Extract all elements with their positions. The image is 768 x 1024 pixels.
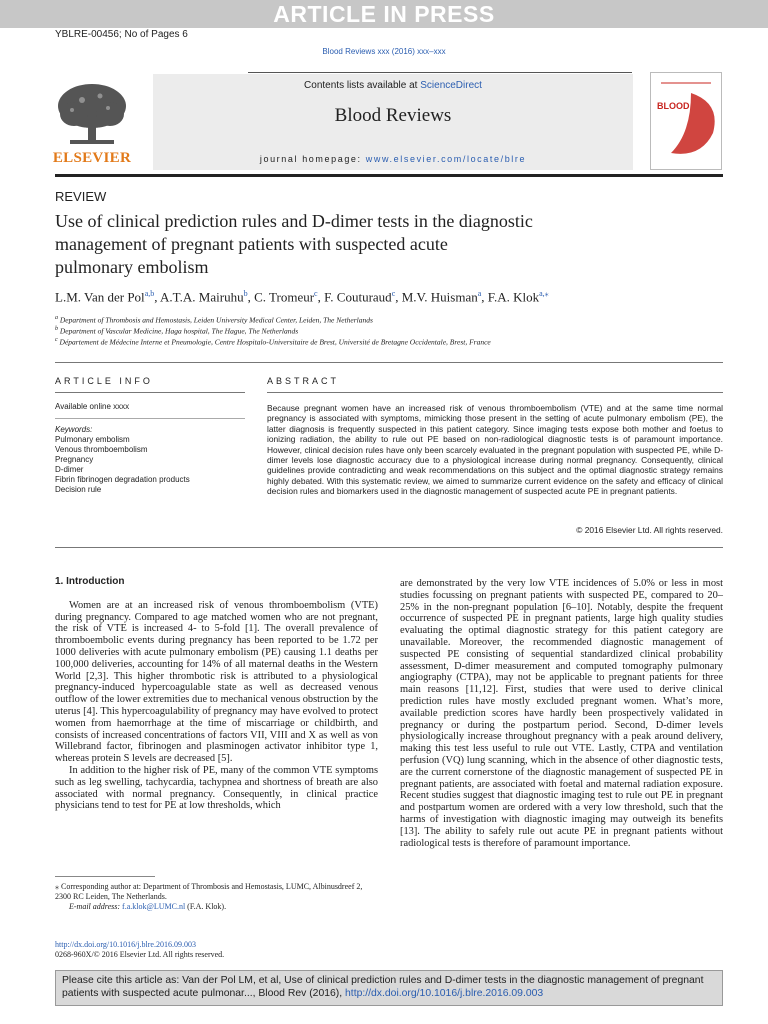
intro-paragraph: In addition to the higher risk of PE, many of the common VTE symptoms such as leg swelling, tachycardia, tachypnea and shortness of breath are also associated with normal pregnancy. Consequently, in clinical practice physicians tend to test for PE at low thresholds, which bbox=[55, 764, 378, 812]
cover-art-icon bbox=[651, 73, 721, 169]
journal-cover-image bbox=[650, 72, 722, 170]
keyword: Decision rule bbox=[55, 485, 102, 494]
intro-heading: 1. Introduction bbox=[55, 576, 125, 587]
intro-paragraph: Women are at an increased risk of venous thromboembolism (VTE) during pregnancy. Compared to age matched women who are not pregnant, the risk of VTE is increased 4- to 5-fold [1]. The overall prevalence of thromboembolic events during pregnancy has been reported to be 1.72 per 1000 deliveries with acute pulmonary embolism (PE) causing 1.1 deaths per 100,000 deliveries, accounting for 14% of all maternal deaths in the Western World [2,3]. This higher thrombotic risk is attributed to a physiological pregnancy-induced hypercoagulable state as well as decreased venous outflow of the lower extremities due to mechanical venous obstruction by the uterus [4]. This hypercoagulability of pregnancy may have evolved to protect women from haemorrhage at the time of miscarriage or childbirth, and consists of increased concentrations of factors VII, VIII and X as well as von Willebrand factor, fibrinogen and plasminogen activator inhibitor type 1, whereas protein S levels are decreased [5]. bbox=[55, 599, 378, 765]
issn-line: 0268-960X/© 2016 Elsevier Ltd. All rights reserved. bbox=[55, 950, 225, 959]
journal-title: Blood Reviews bbox=[334, 105, 452, 126]
author-separator: , bbox=[317, 289, 325, 305]
sciencedirect-link[interactable]: ScienceDirect bbox=[420, 80, 482, 91]
keyword: Pregnancy bbox=[55, 455, 94, 464]
body-column-left bbox=[55, 576, 378, 812]
author-name[interactable]: F.A. Klok bbox=[487, 289, 540, 305]
author-name[interactable]: C. Tromeur bbox=[254, 289, 315, 305]
affiliation bbox=[55, 326, 298, 336]
corresponding-author-footnote bbox=[55, 882, 378, 912]
email-suffix: (F.A. Klok). bbox=[187, 902, 227, 911]
available-online: Available online xxxx bbox=[55, 402, 130, 411]
cite-text: Please cite this article as: Van der Pol LM, et al, Use of clinical prediction rules and D-dimer tests in the diagnostic management of pregnant patients with suspected acute pulmonar..., Blood Rev (2016), bbox=[62, 975, 704, 999]
header-bottom-rule bbox=[55, 174, 723, 177]
author-separator: , bbox=[154, 289, 161, 305]
abstract-bottom-rule bbox=[55, 547, 723, 548]
article-in-press-banner: ARTICLE IN PRESS bbox=[0, 0, 768, 28]
author-separator: , bbox=[481, 289, 488, 305]
title-line: management of pregnant patients with suspected acute bbox=[55, 234, 448, 254]
author-name[interactable]: A.T.A. Mairuhu bbox=[160, 289, 244, 305]
journal-citation-line[interactable]: Blood Reviews xxx (2016) xxx–xxx bbox=[322, 47, 446, 56]
title-line: Use of clinical prediction rules and D-dimer tests in the diagnostic bbox=[55, 211, 533, 231]
keywords-block bbox=[55, 425, 245, 495]
author-name[interactable]: L.M. Van der Pol bbox=[55, 289, 145, 305]
affiliation-text: Department of Thrombosis and Hemostasis, Leiden University Medical Center, Leiden, The Netherlands bbox=[59, 315, 373, 325]
abstract-text: Because pregnant women have an increased risk of venous thromboembolism (VTE) and at the same time normal pregnancy is associated with symptoms, mimicking those present in the setting of acute pulmonary embolism (PE), the latter diagnosis is frequently suspected in this patient category. Since imaging tests expose both mother and foetus to ionizing radiation, the ability to rule out PE based on non-radiological diagnostic tests is of paramount importance. However, clinical decision rules have only been scarcely evaluated in the pregnant population with suspected PE, while D-dimer levels lose diagnostic accuracy due to a physiological increase during normal pregnancy. Consequently, clinical guidelines provide contradicting and weak recommendations on this subject and the optimal diagnostic strategy remains highly debated. With this systematic review, we aimed to summarize current evidence on the safety and efficacy of clinical decision rules and biomarkers used in the diagnostic management of suspected acute PE in pregnant patients. bbox=[267, 403, 723, 497]
email-label: E-mail address: bbox=[69, 902, 121, 911]
author-separator: , bbox=[395, 289, 402, 305]
keyword: Venous thromboembolism bbox=[55, 445, 148, 454]
abstract-copyright: © 2016 Elsevier Ltd. All rights reserved. bbox=[576, 525, 723, 535]
affiliation-sup: a bbox=[55, 315, 58, 321]
cite-doi-link[interactable]: http://dx.doi.org/10.1016/j.blre.2016.09.003 bbox=[345, 988, 544, 999]
affiliation-text: Department of Vascular Medicine, Haga hospital, The Hague, The Netherlands bbox=[59, 326, 299, 336]
author-list bbox=[55, 289, 549, 305]
article-title bbox=[55, 210, 615, 279]
author-separator: , bbox=[247, 289, 255, 305]
doi-block bbox=[55, 940, 224, 960]
author-affil-sup[interactable]: b bbox=[243, 289, 248, 298]
body-column-right bbox=[400, 578, 723, 849]
article-info-rule bbox=[55, 392, 245, 393]
affiliation bbox=[55, 315, 373, 325]
author-affil-sup[interactable]: c bbox=[391, 289, 396, 298]
title-line: pulmonary embolism bbox=[55, 257, 209, 277]
intro-paragraph: are demonstrated by the very low VTE incidences of 5.0% or less in most studies focussing on pregnant patients with suspected PE, compared to 20–25% in the non-pregnant population [6–10]. Notably, despite the frequent occurrence of suspected PE in pregnant patients, large high quality studies evaluating the optimal diagnostic strategy for this patient category are unavailable. Moreover, the recommended diagnostic management of suspected PE consisting of sequential standardized clinical probability assessment, D-dimer measurement and computed tomography pulmonary angiography (CTPA), may not be applicable to pregnant patients for three main reasons [11,12]. First, studies that were used to derive clinical prediction rules have mostly excluded pregnant women. What’s more, available prediction scores have hardly been prospectively validated in pregnancy or during the postpartum period. Second, D-dimer levels physiologically increase throughout pregnancy with a peak around delivery, making this test less useful to rule out VTE. Lastly, CTPA and ventilation perfusion (VQ) lung scanning, which in the absence of other diagnostic tests, are the current cornerstone of the diagnostic management of suspected PE in pregnant patients, are associated with foetal and maternal radiation exposure. Recent studies suggest that diagnostic imaging test to rule out PE in pregnant and postpartum women are ordered with a very low threshold, such that the harms of investigation with diagnostic imaging may outweigh its benefits [13]. The ability to safely rule out acute PE in pregnant patients without radiological tests is therefore of paramount importance. bbox=[400, 578, 723, 849]
doi-link[interactable]: http://dx.doi.org/10.1016/j.blre.2016.09.003 bbox=[55, 940, 196, 949]
publisher-name: ELSEVIER bbox=[52, 150, 132, 166]
affiliation bbox=[55, 337, 491, 347]
section-divider bbox=[55, 362, 723, 363]
affiliation-text: Département de Médecine Interne et Pneumologie, Centre Hospitalo-Universitaire de Brest, Université de Bretagne Occidentale, Brest, France bbox=[59, 337, 491, 347]
affiliation-sup: b bbox=[55, 326, 58, 332]
email-link[interactable]: f.a.klok@LUMC.nl bbox=[122, 902, 186, 911]
article-info-heading: ARTICLE INFO bbox=[55, 376, 153, 386]
footnote-rule bbox=[55, 876, 155, 877]
abstract-heading: ABSTRACT bbox=[267, 376, 340, 386]
footnote-email-line bbox=[55, 902, 378, 912]
affiliation-sup: c bbox=[55, 337, 58, 343]
header-top-rule bbox=[248, 72, 632, 73]
author-affil-sup[interactable]: a,⁎ bbox=[539, 289, 549, 298]
author-name[interactable]: M.V. Huisman bbox=[401, 289, 478, 305]
keyword: D-dimer bbox=[55, 465, 84, 474]
keywords-rule bbox=[55, 418, 245, 419]
article-type: REVIEW bbox=[55, 189, 107, 204]
contents-availability bbox=[153, 80, 633, 91]
document-id: YBLRE-00456; No of Pages 6 bbox=[55, 29, 188, 40]
author-affil-sup[interactable]: a,b bbox=[144, 289, 155, 298]
keywords-label: Keywords: bbox=[55, 425, 93, 434]
homepage-link[interactable]: www.elsevier.com/locate/blre bbox=[365, 154, 527, 164]
journal-homepage bbox=[153, 154, 633, 164]
author-affil-sup[interactable]: a bbox=[477, 289, 482, 298]
author-affil-sup[interactable]: c bbox=[314, 289, 318, 298]
footnote-address: ⁎ Corresponding author at: Department of Thrombosis and Hemostasis, LUMC, Albinusdreef 2, 2300 RC Leiden, The Netherlands. bbox=[55, 882, 363, 901]
abstract-rule bbox=[267, 392, 723, 393]
cite-this-article-box bbox=[55, 970, 723, 1006]
cover-title: BLOOD bbox=[657, 101, 690, 111]
keyword: Fibrin fibrinogen degradation products bbox=[55, 475, 190, 484]
homepage-prefix: journal homepage: bbox=[259, 154, 362, 164]
keyword: Pulmonary embolism bbox=[55, 435, 130, 444]
contents-prefix: Contents lists available at bbox=[304, 80, 418, 91]
author-name[interactable]: F. Couturaud bbox=[324, 289, 392, 305]
